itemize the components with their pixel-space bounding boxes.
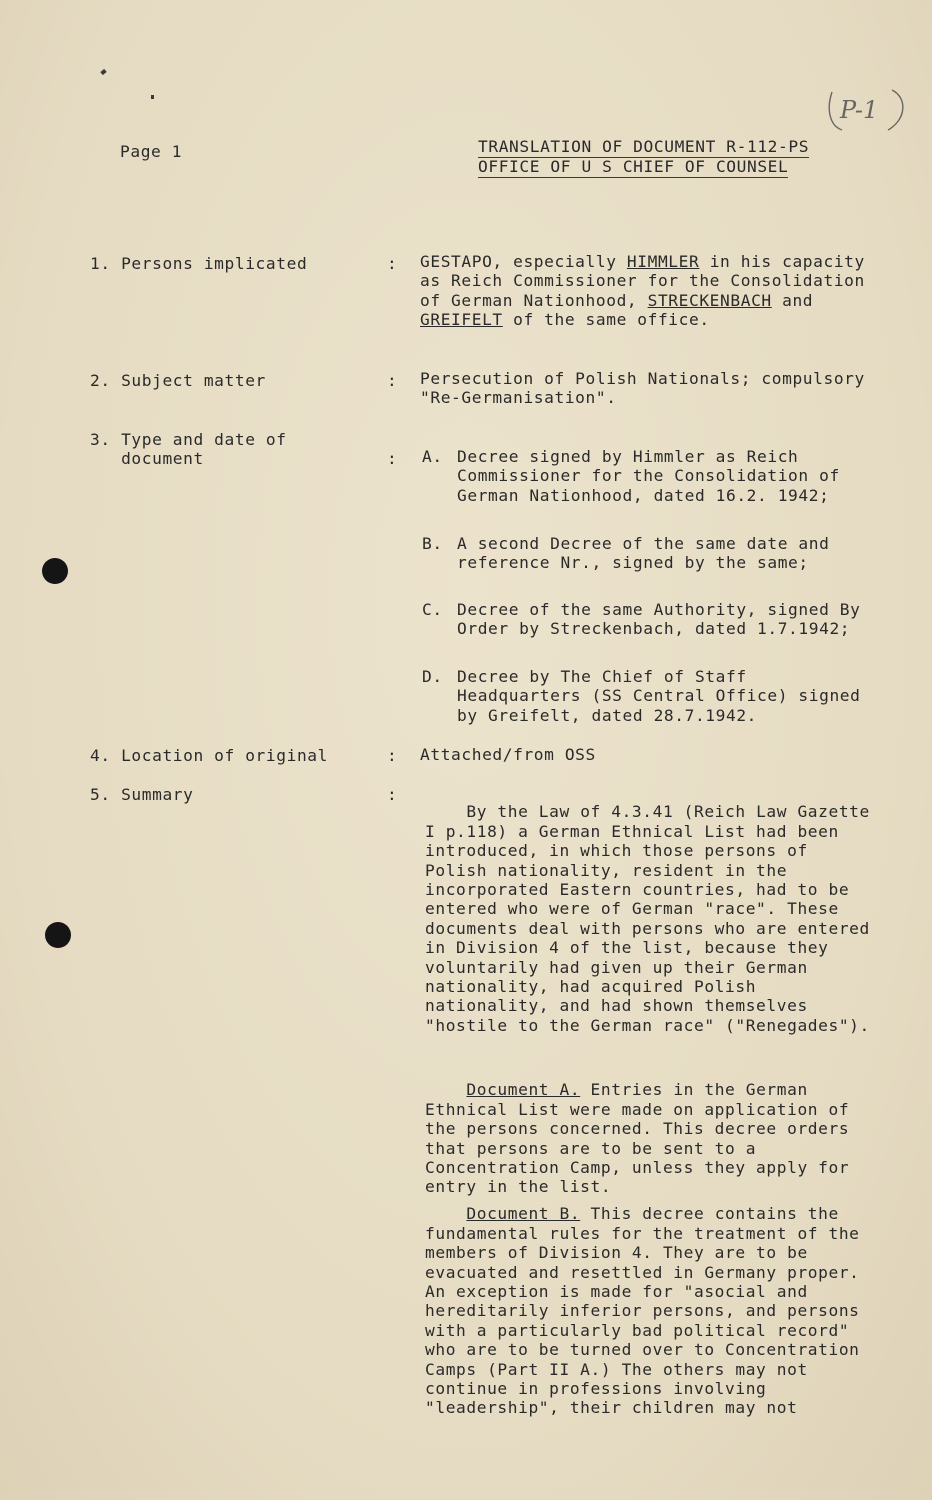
paragraph-lead: Document A. bbox=[466, 1080, 581, 1100]
colon: : bbox=[387, 449, 398, 468]
paragraph-lead: Document B. bbox=[466, 1204, 581, 1224]
summary-paragraph-1 bbox=[425, 783, 881, 1055]
paragraph-text: Entries in the German Ethnical List were made on application of the persons concerned. This decree orders that persons are to be sent to a Concentration Camp, unless they apply for entry in the list. bbox=[425, 1080, 860, 1197]
margin-mark bbox=[100, 69, 106, 75]
subitem-b-text: A second Decree of the same date and reference Nr., signed by the same; bbox=[457, 534, 840, 573]
item-1-value bbox=[420, 252, 880, 330]
underlined-name: STRECKENBACH bbox=[647, 290, 772, 310]
page-mark-text: P-1 bbox=[840, 96, 879, 124]
item-number: 4. bbox=[90, 746, 111, 765]
summary-paragraph-3 bbox=[425, 1185, 880, 1437]
punch-hole bbox=[45, 922, 71, 948]
subitem-a-text: Decree signed by Himmler as Reich Commissioner for the Consolidation of German Nationhood, dated 16.2. 1942; bbox=[457, 447, 851, 505]
item-4-value: Attached/from OSS bbox=[420, 745, 596, 764]
paragraph-text: This decree contains the fundamental rules for the treatment of the members of Division 4. They are to be evacuated and resettled in Germany proper. An exception is made for "asocial and hereditarily inferior persons, and persons with a particularly bad political record" who are to be turned over to Concentration Camps (Part II A.) The others may not continue in professions involving "leadership", their children may not bbox=[425, 1204, 870, 1418]
item-1-label bbox=[90, 254, 307, 273]
colon: : bbox=[387, 254, 398, 273]
item-label: Subject matter bbox=[121, 371, 266, 390]
subitem-c-letter: C. bbox=[422, 600, 443, 619]
text: and bbox=[771, 290, 824, 310]
text: GESTAPO, especially bbox=[420, 252, 627, 271]
item-2-label bbox=[90, 371, 266, 390]
underlined-name: HIMMLER bbox=[626, 252, 700, 271]
subitem-c-text: Decree of the same Authority, signed By Order by Streckenbach, dated 1.7.1942; bbox=[457, 600, 871, 639]
subitem-d-letter: D. bbox=[422, 667, 443, 686]
item-label: Persons implicated bbox=[121, 254, 308, 273]
margin-mark bbox=[151, 95, 154, 99]
item-4-label bbox=[90, 746, 328, 765]
punch-hole bbox=[42, 558, 68, 584]
header-line-1: TRANSLATION OF DOCUMENT R-112-PS bbox=[478, 137, 810, 156]
colon: : bbox=[387, 746, 398, 765]
subitem-a-letter: A. bbox=[422, 447, 443, 466]
handwritten-page-mark bbox=[822, 86, 908, 134]
paragraph-text: By the Law of 4.3.41 (Reich Law Gazette I p.118) a German Ethnical List had been introduced, in which those persons of Polish nationality, resident in the incorporated Eastern countries, had to be entered who were of German "race". These documents deal with persons who are entered in Division 4 of the list, because they voluntarily had given up their German nationality, had acquired Polish nationality, and had shown themselves "hostile to the German race" ("Renegades"). bbox=[425, 802, 881, 1035]
subitem-b-letter: B. bbox=[422, 534, 443, 553]
item-number: 3. bbox=[90, 430, 111, 449]
colon: : bbox=[387, 371, 398, 390]
item-label: Summary bbox=[121, 785, 194, 804]
item-number: 1. bbox=[90, 254, 111, 273]
item-5-label bbox=[90, 785, 193, 804]
item-label: Location of original bbox=[121, 746, 328, 765]
underlined-name: GREIFELT bbox=[420, 310, 503, 330]
item-number: 5. bbox=[90, 785, 111, 804]
colon: : bbox=[387, 785, 398, 804]
text: in his capacity as Reich Commissioner for the Consolidation of German Nationhood, bbox=[420, 252, 876, 310]
subitem-d-text: Decree by The Chief of Staff Headquarters (SS Central Office) signed by Greifelt, dated 28.7.1942. bbox=[457, 667, 871, 725]
item-label: Type and date of document bbox=[121, 430, 287, 469]
header-line-2: OFFICE OF U S CHIEF OF COUNSEL bbox=[478, 157, 789, 176]
item-2-value: Persecution of Polish Nationals; compulsory "Re-Germanisation". bbox=[420, 369, 876, 408]
item-3-label bbox=[90, 430, 287, 469]
text: of the same office. bbox=[502, 310, 710, 330]
page-label: Page 1 bbox=[120, 142, 183, 161]
item-number: 2. bbox=[90, 371, 111, 390]
